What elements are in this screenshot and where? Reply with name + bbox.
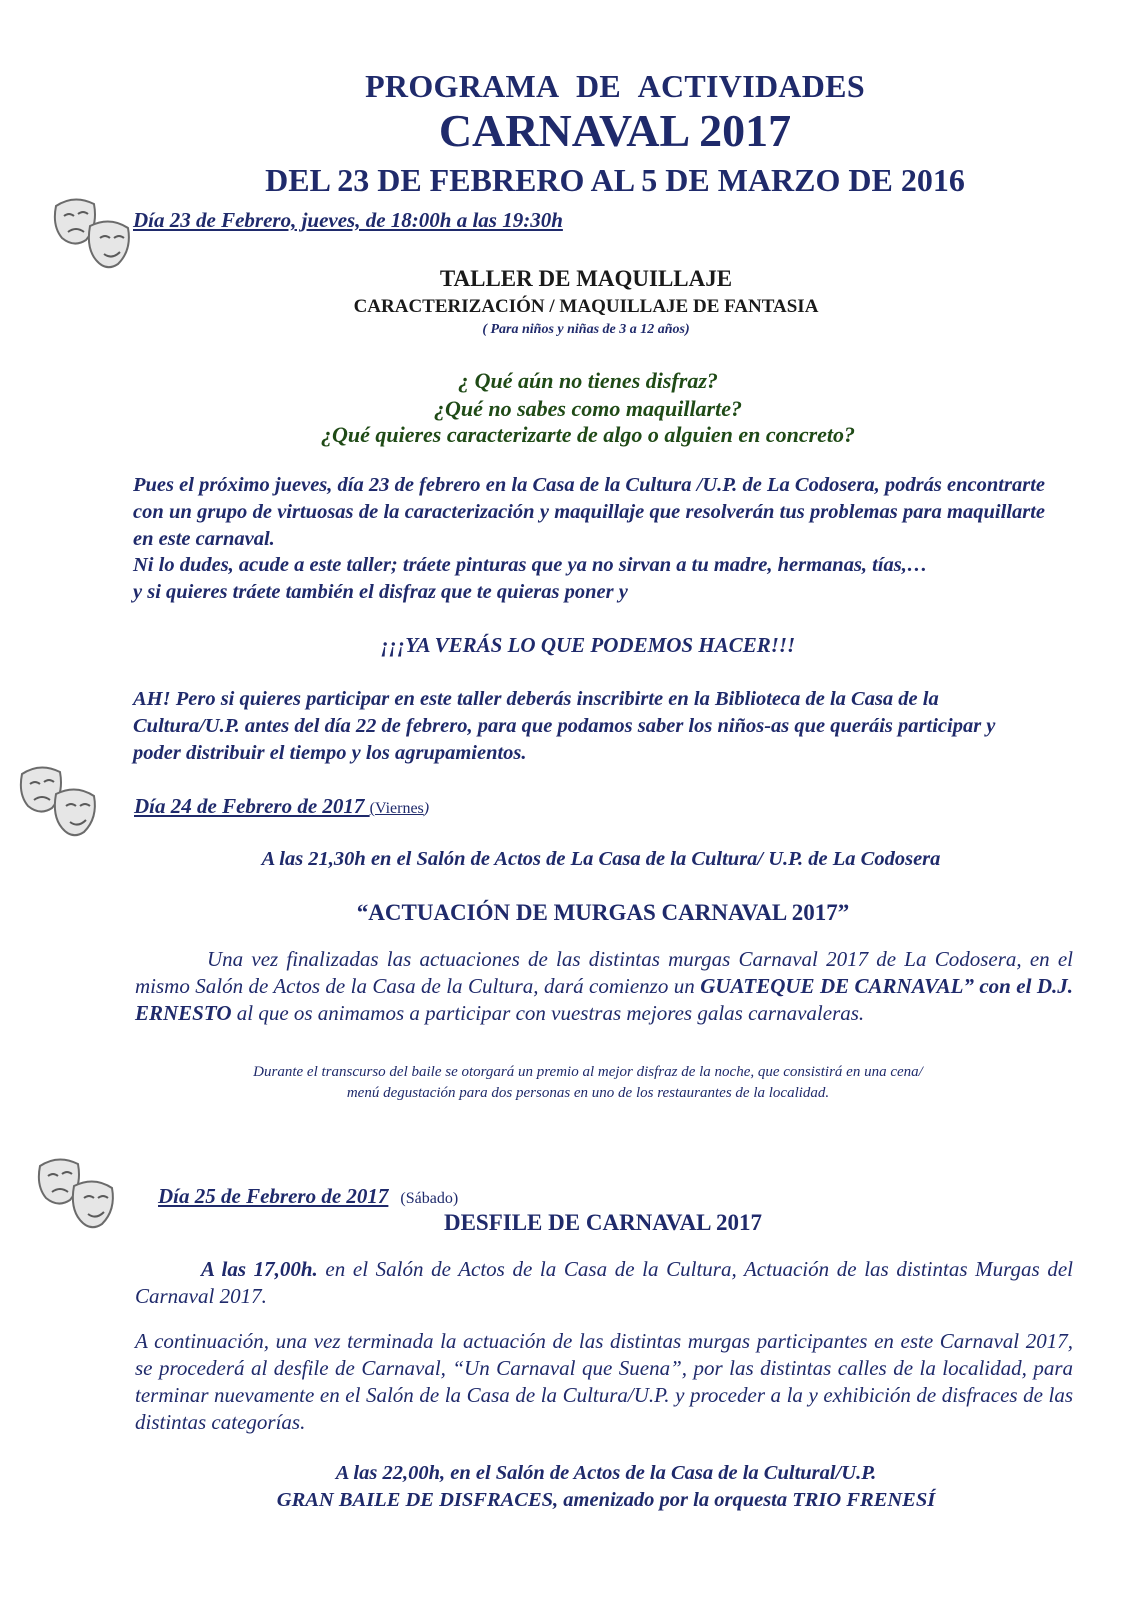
parade-date-line bbox=[158, 1184, 458, 1209]
prize-note-1: Durante el transcurso del baile se otorgará un premio al mejor disfraz de la noche, que consistirá en una cena/ bbox=[253, 1064, 923, 1080]
workshop-paragraph-2a: Ni lo dudes, acude a este taller; tráete pinturas que ya no sirvan a tu madre, hermanas, tías,… bbox=[133, 554, 928, 576]
final-dance-title: GRAN BAILE DE DISFRACES, amenizado por la orquesta TRIO FRENESÍ bbox=[276, 1489, 936, 1511]
workshop-paragraph-2b: y si quieres tráete también el disfraz que te quieras poner y bbox=[133, 581, 628, 603]
prize-note-2: menú degustación para dos personas en uno de los restaurantes de la localidad. bbox=[346, 1085, 830, 1101]
workshop-paragraph-1: Pues el próximo jueves, día 23 de febrero en la Casa de la Cultura /U.P. de La Codosera, podrás encontrarte con un grupo de virtuosas de la caracterización y maquillaje que resolverán tus problemas para maquillarte en este carnaval. bbox=[133, 474, 1045, 550]
murgas-date: Día 24 de Febrero de 2017 bbox=[134, 794, 370, 818]
question-2: ¿Qué no sabes como maquillarte? bbox=[433, 396, 742, 421]
parade-date: Día 25 de Febrero de 2017 bbox=[158, 1184, 389, 1208]
murgas-date-line bbox=[134, 794, 429, 819]
parade-day: (Sábado) bbox=[400, 1190, 459, 1207]
question-3: ¿Qué quieres caracterizarte de algo o alguien en concreto? bbox=[320, 422, 856, 447]
parade-paragraph-2: A continuación, una vez terminada la actuación de las distintas murgas participantes en este Carnaval 2017, se procederá al desfile de Carnaval, “Un Carnaval que Suena”, por las distintas calles de la localidad, para terminar nuevamente en el Salón de la Casa de la Cultura/U.P. y proceder a la y exhibición de disfraces de las distintas categorías. bbox=[135, 1329, 1073, 1434]
murgas-day-close: ) bbox=[423, 800, 430, 817]
guateque-highlight: GUATEQUE DE CARNAVAL” con el D.J. ERNESTO bbox=[135, 974, 1074, 1025]
murgas-day: (Viernes bbox=[369, 800, 424, 817]
theater-masks-icon bbox=[16, 764, 104, 842]
murgas-paragraph-text-1: Una vez finalizadas las actuaciones de las distintas murgas Carnaval 2017 de La Codosera, en el mismo Salón de Actos de la Casa de la Cultura, dará comienzo un bbox=[135, 947, 1073, 998]
murgas-title: “ACTUACIÓN DE MURGAS CARNAVAL 2017” bbox=[356, 900, 850, 925]
date-range: DEL 23 DE FEBRERO AL 5 DE MARZO DE 2016 bbox=[265, 162, 965, 198]
theater-masks-icon bbox=[50, 196, 138, 274]
final-dance-venue: A las 22,00h, en el Salón de Actos de la Casa de la Cultural/U.P. bbox=[335, 1462, 877, 1484]
workshop-exclaim: ¡¡¡YA VERÁS LO QUE PODEMOS HACER!!! bbox=[380, 633, 796, 657]
parade-time: A las 17,00h. bbox=[201, 1257, 318, 1281]
parade-paragraph-1-text: en el Salón de Actos de la Casa de la Cultura, Actuación de las distintas Murgas del Carnaval 2017. bbox=[135, 1257, 1073, 1308]
carnival-title: CARNAVAL 2017 bbox=[438, 105, 792, 156]
age-note: ( Para niños y niñas de 3 a 12 años) bbox=[482, 322, 690, 337]
workshop-subtitle: CARACTERIZACIÓN / MAQUILLAJE DE FANTASIA bbox=[353, 296, 819, 317]
murgas-paragraph-text-2: al que os animamos a participar con vuestras mejores galas carnavaleras. bbox=[231, 1001, 865, 1025]
parade-title: DESFILE DE CARNAVAL 2017 bbox=[443, 1210, 763, 1235]
murgas-paragraph bbox=[135, 946, 1073, 1027]
workshop-registration: AH! Pero si quieres participar en este taller deberás inscribirte en la Biblioteca de la Casa de la Cultura/U.P. antes del día 22 de febrero, para que podamos saber los niños-as que queráis participar y poder distribuir el tiempo y los agrupamientos. bbox=[133, 688, 996, 764]
murgas-venue: A las 21,30h en el Salón de Actos de La Casa de la Cultura/ U.P. de La Codosera bbox=[261, 848, 941, 870]
program-heading: PROGRAMA DE ACTIVIDADES bbox=[365, 68, 865, 104]
workshop-date: Día 23 de Febrero, jueves, de 18:00h a las 19:30h bbox=[133, 208, 563, 232]
question-1: ¿ Qué aún no tienes disfraz? bbox=[458, 368, 718, 393]
workshop-title: TALLER DE MAQUILLAJE bbox=[439, 266, 733, 291]
parade-paragraph-1 bbox=[135, 1256, 1073, 1310]
